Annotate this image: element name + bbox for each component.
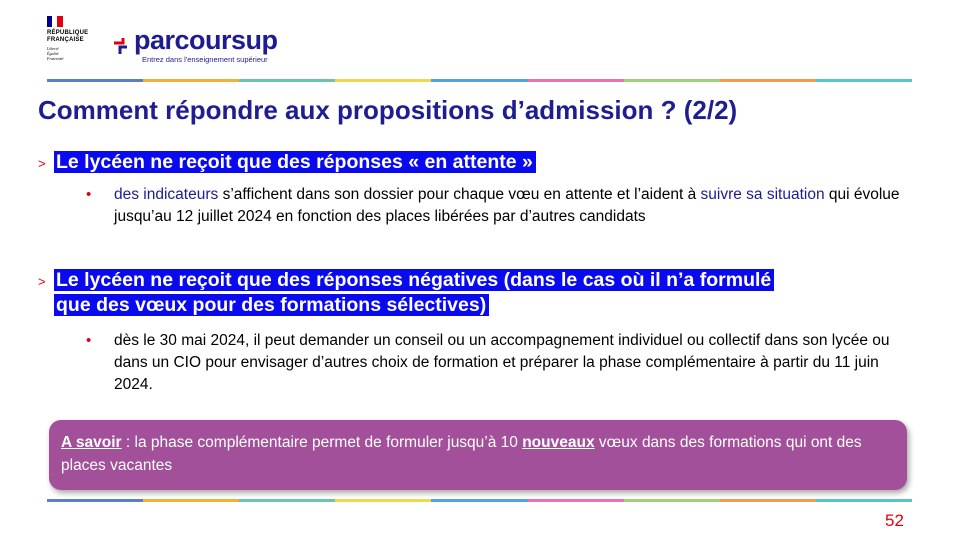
rainbow-segment <box>624 499 720 502</box>
rainbow-segment <box>335 79 431 82</box>
rainbow-segment <box>816 79 912 82</box>
marianne-flag-icon <box>47 16 63 27</box>
rainbow-segment <box>239 79 335 82</box>
nouveaux-emphasis: nouveaux <box>522 434 595 451</box>
rainbow-segment <box>431 499 527 502</box>
section2-heading-line2-text: que des vœux pour des formations sélectives) <box>54 294 489 316</box>
rainbow-segment <box>143 499 239 502</box>
section2-heading-line1-text: Le lycéen ne reçoit que des réponses négatives (dans le cas où il n’a formulé <box>54 269 774 291</box>
rainbow-segment <box>47 499 143 502</box>
slide-title: Comment répondre aux propositions d’admission ? (2/2) <box>38 95 738 125</box>
rainbow-segment <box>528 499 624 502</box>
follow-situation-phrase: suivre sa situation <box>700 186 825 203</box>
page-number: 52 <box>885 511 904 530</box>
section2-bullet-icon: • <box>86 332 92 349</box>
rainbow-segment <box>47 79 143 82</box>
top-rainbow-divider <box>47 79 912 82</box>
section2-heading-line1 <box>54 268 774 293</box>
parcoursup-name: parcoursup <box>134 25 278 55</box>
section1-bullet-part4: qui évolue jusqu’au 12 juillet 2024 en fonction des places libérées par d’autres candidats <box>114 186 900 225</box>
note-text-before: : la phase complémentaire permet de formuler jusqu’à 10 <box>121 434 523 451</box>
rainbow-segment <box>720 79 816 82</box>
section1-bullet-icon: • <box>86 186 92 203</box>
rainbow-segment <box>335 499 431 502</box>
section1-heading <box>54 150 536 175</box>
rainbow-segment <box>143 79 239 82</box>
section1-bullet-text <box>114 184 914 228</box>
rainbow-segment <box>720 499 816 502</box>
a-savoir-label: A savoir <box>61 434 122 451</box>
indicators-phrase: des indicateurs <box>114 186 219 203</box>
republique-francaise-text: RÉPUBLIQUE FRANÇAISE <box>47 30 89 43</box>
rainbow-segment <box>528 79 624 82</box>
parcoursup-mark-icon <box>112 34 136 56</box>
section2-chevron-icon: > <box>38 274 46 289</box>
rainbow-segment <box>624 79 720 82</box>
section1-bullet-part2: s’affichent dans son dossier pour chaque vœu en attente et l’aident à <box>218 186 701 203</box>
parcoursup-logo <box>112 26 302 66</box>
section2-heading-line2 <box>54 293 489 318</box>
a-savoir-callout <box>49 420 907 490</box>
note-text-after: vœux dans des formations qui ont des places vacantes <box>61 434 862 474</box>
republique-motto: Liberté Égalité Fraternité <box>47 46 64 61</box>
rainbow-segment <box>816 499 912 502</box>
rainbow-segment <box>239 499 335 502</box>
parcoursup-tagline: Entrez dans l'enseignement supérieur <box>142 55 268 64</box>
section2-bullet-text: dès le 30 mai 2024, il peut demander un conseil ou un accompagnement individuel ou collectif dans son lycée ou dans un CIO pour envisager d’autres choix de formation et préparer la phase complémentaire à partir du 11 juin 2024. <box>114 332 890 393</box>
bottom-rainbow-divider <box>47 499 912 502</box>
section1-chevron-icon: > <box>38 156 46 171</box>
republique-francaise-logo <box>47 14 97 64</box>
a-savoir-text <box>61 431 901 477</box>
rainbow-segment <box>431 79 527 82</box>
section1-heading-text: Le lycéen ne reçoit que des réponses « en attente » <box>54 151 536 173</box>
